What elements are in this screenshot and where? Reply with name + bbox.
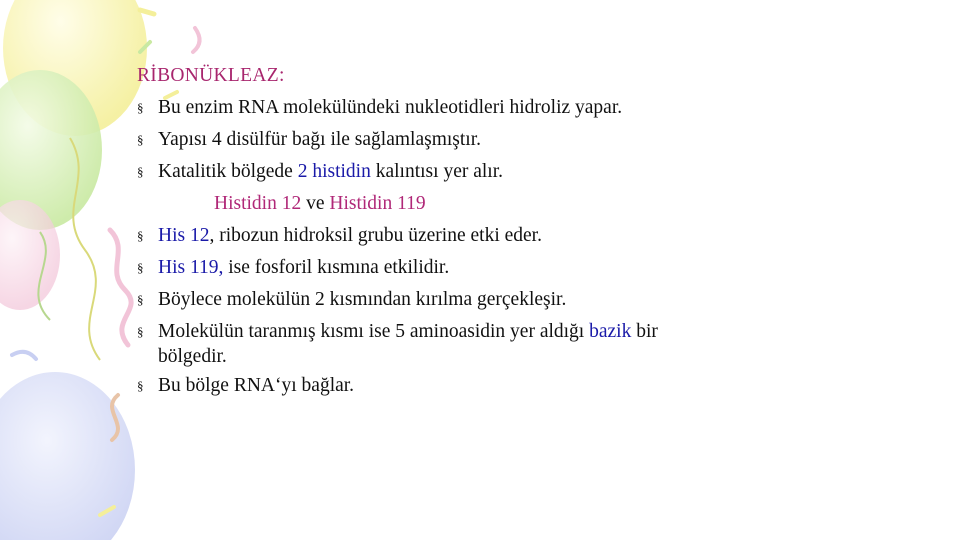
histidine-119-label: Histidin 119 [329,193,426,214]
highlight-his-12: His 12 [158,225,210,246]
sub-line-histidines [137,188,857,220]
highlight-his-119: His 119, [158,257,224,278]
line-text-pre: Molekülün taranmış kısmı ise 5 aminoasidin yer aldığı [158,321,590,342]
bullet-icon: § [137,292,144,307]
highlight-histidine-count: 2 histidin [297,161,371,182]
bullet-line-8 [137,370,857,402]
bullet-icon: § [137,164,144,179]
bullet-icon: § [137,378,144,393]
bullet-line-4 [137,220,857,252]
slide-content [137,60,857,402]
bullet-line-6 [137,284,857,316]
bullet-line-5 [137,252,857,284]
line-text-post: bir [631,321,658,342]
line-text-pre: Katalitik bölgede [158,161,298,182]
line-text-post: , ribozun hidroksil grubu üzerine etki eder. [209,225,542,246]
bullet-icon: § [137,324,144,339]
line-text: Böylece molekülün 2 kısmından kırılma gerçekleşir. [158,289,567,310]
histidine-12-label: Histidin 12 [214,193,302,214]
line-text: Yapısı 4 disülfür bağı ile sağlamlaşmıştır. [158,129,482,150]
line-text-post: kalıntısı yer alır. [370,161,503,182]
bullet-line-1 [137,92,857,124]
bullet-line-3 [137,156,857,188]
bullet-icon: § [137,228,144,243]
line-text-post: ise fosforil kısmına etkilidir. [223,257,450,278]
highlight-bazik: bazik [589,321,632,342]
line-text: Bu bölge RNA‘yı bağlar. [158,375,355,396]
bullet-line-2 [137,124,857,156]
bullet-icon: § [137,132,144,147]
line-text: Bu enzim RNA molekülündeki nukleotidleri hidroliz yapar. [158,97,623,118]
bullet-line-7-continuation: bölgedir. [158,346,227,367]
bullet-icon: § [137,100,144,115]
bullet-icon: § [137,260,144,275]
slide-title: RİBONÜKLEAZ: [137,65,285,86]
sub-line-connector: ve [301,193,330,214]
